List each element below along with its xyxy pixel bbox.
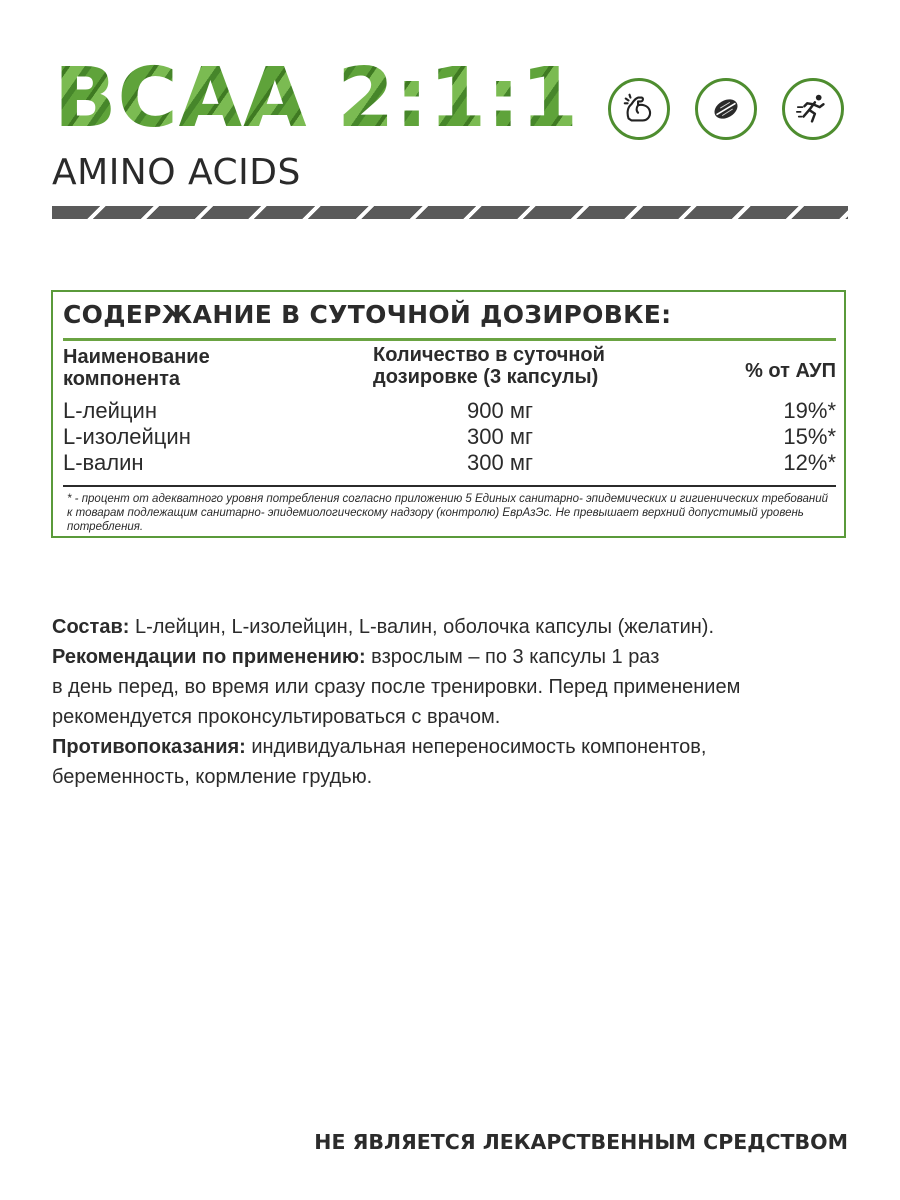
component-amount: 300 мг [467, 424, 533, 449]
table-row [63, 398, 836, 424]
usage-text: взрослым – по 3 капсулы 1 раз [365, 646, 660, 668]
composition-line [52, 612, 852, 642]
component-percent: 15%* [783, 424, 836, 449]
panel-heading: СОДЕРЖАНИЕ В СУТОЧНОЙ ДОЗИРОВКЕ: [63, 300, 672, 329]
footnote: * - процент от адекватного уровня потребления согласно приложению 5 Единых санитарно- эпидемических и гигиенических требований к товарам подлежащим санитарно- эпидемиологическому надзору (контролю) ЕврАзЭс. Не превышает верхний допустимый уровень потребления. [67, 493, 829, 533]
runner-icon [782, 78, 844, 140]
seed-icon [695, 78, 757, 140]
column-header-amount-line2: дозировке (3 капсулы) [373, 366, 599, 388]
composition-text: L-лейцин, L-изолейцин, L-валин, оболочка капсулы (желатин). [129, 616, 715, 638]
composition-label: Состав: [52, 616, 130, 638]
usage-line [52, 642, 852, 672]
disclaimer: НЕ ЯВЛЯЕТСЯ ЛЕКАРСТВЕННЫМ СРЕДСТВОМ [314, 1130, 848, 1154]
component-name: L-изолейцин [63, 424, 191, 449]
heading-divider [63, 338, 836, 341]
product-subtitle: AMINO ACIDS [52, 152, 301, 193]
table-divider [63, 485, 836, 487]
column-header-name-line2: компонента [63, 368, 180, 390]
column-header-percent: % от АУП [745, 360, 836, 382]
component-percent: 19%* [783, 398, 836, 423]
decorative-stripe-bar [52, 206, 848, 219]
column-header-amount [373, 344, 673, 388]
daily-dosage-panel [51, 290, 846, 538]
component-percent: 12%* [783, 450, 836, 475]
table-row [63, 450, 836, 476]
contraindications-text: индивидуальная непереносимость компонентов, [245, 736, 707, 758]
muscle-arm-icon [608, 78, 670, 140]
contraindications-line [52, 732, 852, 762]
usage-line-3: рекомендуется проконсультироваться с врачом. [52, 706, 501, 728]
component-name: L-лейцин [63, 398, 157, 423]
contraindications-line-2: беременность, кормление грудью. [52, 766, 373, 788]
column-header-amount-line1: Количество в суточной [373, 344, 605, 366]
table-row [63, 424, 836, 450]
component-amount: 300 мг [467, 450, 533, 475]
usage-label: Рекомендации по применению: [52, 646, 366, 668]
component-amount: 900 мг [467, 398, 533, 423]
feature-icons [608, 78, 844, 140]
product-info [52, 612, 852, 792]
column-header-name [63, 346, 313, 390]
component-name: L-валин [63, 450, 144, 475]
product-title: BCAA 2:1:1 [54, 51, 579, 146]
usage-line-2: в день перед, во время или сразу после тренировки. Перед применением [52, 676, 741, 698]
contraindications-label: Противопоказания: [52, 736, 246, 758]
column-header-name-line1: Наименование [63, 346, 210, 368]
